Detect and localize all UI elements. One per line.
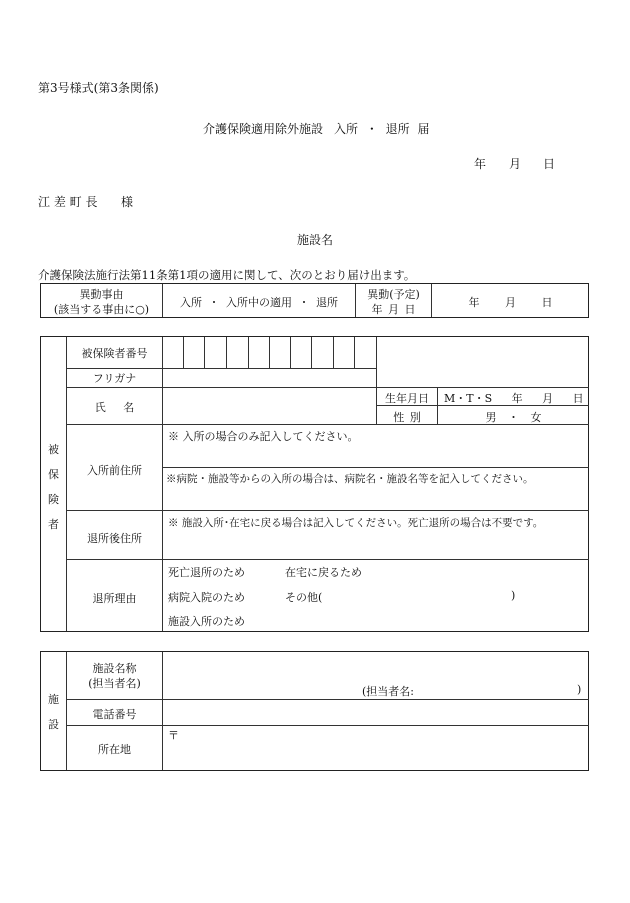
exit-reason-death: 死亡退所のため (168, 566, 245, 579)
insured-side-label-4: 者 (48, 518, 59, 531)
addressee-honorific: 様 (121, 195, 134, 209)
birth-value: M・T・S 年 月 日 (444, 392, 584, 405)
sex-value: 男 ・ 女 (485, 411, 542, 424)
facility-contact-close: ) (577, 683, 582, 696)
post-address-label: 退所後住所 (87, 532, 142, 545)
addressee: 江 差 町 長 (38, 195, 98, 209)
exit-reason-other: その他( (285, 591, 323, 604)
change-date-label: 異動(予定) (367, 288, 420, 301)
insured-number-label: 被保険者番号 (81, 347, 148, 360)
prev-address-note-2: ※病院・施設等からの入所の場合は、病院名・施設名等を記入してください。 (166, 473, 534, 485)
insured-side-label-2: 保 (48, 468, 59, 481)
intro-text: 介護保険法施行法第11条第1項の適用に関して、次のとおり届け出ます。 (38, 268, 416, 282)
facility-side-label-2: 設 (48, 718, 59, 731)
exit-reason-home: 在宅に戻るため (285, 566, 362, 579)
exit-reason-other-close: ) (511, 589, 516, 602)
exit-reason-facility: 施設入所のため (168, 615, 245, 628)
post-address-note: ※ 施設入所･在宅に戻る場合は記入してください。死亡退所の場合は不要です。 (168, 517, 544, 529)
facility-name-row-label: 施設名称 (92, 662, 137, 675)
prev-address-label: 入所前住所 (87, 464, 142, 477)
facility-address-label: 所在地 (98, 743, 131, 756)
exit-reason-label: 退所理由 (92, 592, 137, 605)
furigana-label: フリガナ (92, 372, 137, 385)
insured-side-label-3: 険 (48, 493, 59, 506)
name-label: 氏 名 (94, 401, 135, 414)
form-title-options: 入所 ・ 退所 届 (334, 122, 430, 136)
exit-reason-hospital: 病院入院のため (168, 591, 245, 604)
form-number: 第3号様式(第3条関係) (38, 81, 159, 95)
sex-label: 性 別 (393, 411, 421, 424)
change-date-sublabel: 年 月 日 (371, 303, 416, 316)
prev-address-note-1: ※ 入所の場合のみ記入してください。 (168, 430, 359, 443)
insured-side-label-1: 被 (48, 443, 59, 456)
postal-mark: 〒 (168, 729, 179, 742)
facility-contact-row-label: (担当者名) (88, 677, 141, 690)
change-reason-options: 入所 ・ 入所中の適用 ・ 退所 (180, 296, 338, 309)
form-title-main: 介護保険適用除外施設 (203, 122, 324, 136)
change-date-value: 年 月 日 (468, 296, 553, 309)
facility-contact-label: (担当者名: (362, 685, 414, 698)
facility-side-label-1: 施 (48, 693, 59, 706)
date-month: 月 (509, 157, 522, 171)
change-reason-hint: (該当する事由に○) (53, 303, 150, 316)
birth-label: 生年月日 (385, 392, 429, 405)
change-reason-label: 異動事由 (79, 288, 124, 301)
date-year: 年 (474, 157, 487, 171)
date-day: 日 (543, 157, 556, 171)
facility-phone-label: 電話番号 (92, 708, 137, 721)
facility-name-label: 施設名 (297, 233, 334, 247)
